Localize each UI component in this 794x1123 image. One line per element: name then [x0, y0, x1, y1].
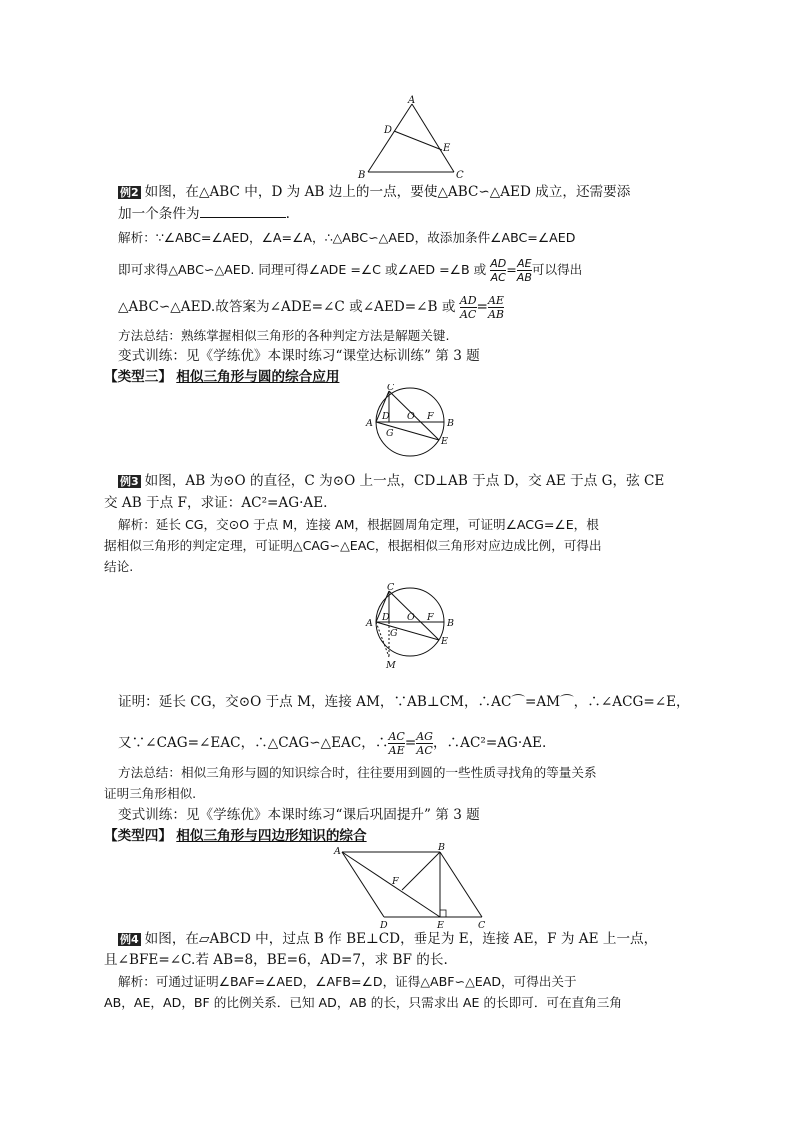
ex3-question-line2: 交 AB 于点 F，求证：AC²=AG·AE. — [104, 495, 328, 511]
svg-text:O: O — [407, 612, 415, 623]
type3-heading: 【类型三】 相似三角形与圆的综合应用 — [104, 369, 340, 385]
svg-text:D: D — [380, 920, 388, 930]
ex3-solution-line2: 据相似三角形的判定定理，可证明△CAG∽△EAC，根据相似三角形对应边成比例，可得出 — [104, 538, 602, 553]
ex2-variant-training: 变式训练：见《学练优》本课时练习“课堂达标训练” 第 3 题 — [118, 348, 480, 364]
type4-heading: 【类型四】 相似三角形与四边形知识的综合 — [104, 828, 367, 844]
svg-text:B: B — [438, 842, 445, 853]
circle-figure-2 — [360, 580, 460, 672]
svg-text:E: E — [441, 636, 448, 647]
answer-blank — [200, 205, 286, 218]
svg-text:M: M — [386, 660, 396, 671]
ex3-solution-line1: 解析：延长 CG，交⊙O 于点 M，连接 AM，根据圆周角定理，可证明∠ACG=∠E，根 — [118, 517, 599, 532]
svg-text:A: A — [366, 618, 373, 629]
ex2-solution-line3: △ABC∽△AED.故答案为∠ADE=∠C 或∠AED=∠B 或 $\frac{AD}{AC}$ = $\frac{AE}{AB}$ — [118, 294, 504, 321]
fraction-ad-ac: $\frac{AD}{AC}$ — [490, 257, 507, 284]
ex4-question-line2: 且∠BFE=∠C.若 AB=8，BE=6，AD=7，求 BF 的长. — [104, 952, 448, 968]
ex3-question-line1: 例3 如图，AB 为⊙O 的直径，C 为⊙O 上一点，CD⊥AB 于点 D，交 AE 于点 G，弦 CE — [120, 473, 665, 489]
circle-figure-1 — [360, 384, 460, 460]
parallelogram-figure — [330, 842, 490, 930]
svg-text:B: B — [447, 418, 454, 429]
triangle-figure — [350, 94, 480, 180]
ex2-solution-line1: 解析：∵∠ABC=∠AED，∠A=∠A，∴△ABC∽△AED，故添加条件∠ABC=∠AED — [118, 230, 576, 245]
ex3-badge: 例3 — [120, 475, 139, 488]
fraction-ae-ab: $\frac{AE}{AB}$ — [516, 257, 532, 284]
label-e: E — [443, 143, 451, 154]
svg-text:B: B — [447, 618, 454, 629]
ex2-question-line1: 例2 如图，在△ABC 中，D 为 AB 边上的一点，要使△ABC∽△AED 成立，还需要添 — [120, 184, 631, 200]
svg-text:E: E — [441, 436, 448, 447]
svg-text:A: A — [366, 418, 373, 429]
svg-text:F: F — [427, 411, 434, 422]
ex2-question-line2: 加一个条件为 . — [118, 206, 290, 222]
svg-text:F: F — [427, 612, 434, 623]
proof-variant-training: 变式训练：见《学练优》本课时练习“课后巩固提升” 第 3 题 — [118, 807, 480, 823]
svg-text:A: A — [334, 846, 341, 857]
ex2-solution-line2: 即可求得△ABC∽△AED. 同理可得∠ADE =∠C 或∠AED =∠B 或 $\frac{AD}{AC}$ = $\frac{AE}{AB}$ 可以得出 — [118, 257, 583, 284]
proof-line1: 证明：延长 CG，交⊙O 于点 M，连接 AM，∵AB⊥CM，∴AC⌒=AM⌒，∴∠ACG=∠E， — [118, 694, 690, 710]
ex2-badge: 例2 — [120, 186, 139, 199]
label-b: B — [358, 170, 366, 180]
label-a: A — [408, 95, 416, 106]
svg-text:D: D — [382, 411, 390, 422]
svg-text:C: C — [387, 384, 395, 393]
svg-text:C: C — [387, 582, 395, 593]
ex2-method-summary: 方法总结：熟练掌握相似三角形的各种判定方法是解题关键. — [118, 328, 450, 343]
ex4-question-line1: 例4 如图，在▱ABCD 中，过点 B 作 BE⊥CD，垂足为 E，连接 AE，F 为 AE 上一点， — [120, 931, 658, 947]
proof-method-line2: 证明三角形相似. — [104, 786, 197, 801]
proof-method-line1: 方法总结：相似三角形与圆的知识综合时，往往要用到圆的一些性质寻找角的等量关系 — [118, 765, 597, 780]
proof-line2: 又∵∠CAG=∠EAC，∴△CAG∽△EAC，∴ $\frac{AC}{AE}$ = $\frac{AG}{AC}$ ，∴AC²=AG·AE. — [118, 730, 547, 757]
svg-text:O: O — [407, 411, 415, 422]
svg-text:D: D — [382, 612, 390, 623]
label-d: D — [384, 125, 393, 136]
svg-text:E: E — [437, 920, 444, 930]
svg-text:G: G — [390, 628, 398, 639]
ex3-solution-line3: 结论. — [104, 559, 134, 574]
svg-text:C: C — [478, 920, 486, 930]
svg-text:F: F — [392, 876, 399, 887]
label-c: C — [456, 170, 464, 180]
ex4-solution-line1: 解析：可通过证明∠BAF=∠AED，∠AFB=∠D，证得△ABF∽△EAD，可得出关于 — [118, 974, 577, 989]
ex4-solution-line2: AB，AE，AD，BF 的比例关系．已知 AD，AB 的长，只需求出 AE 的长即可．可在直角三角 — [104, 995, 622, 1010]
svg-text:G: G — [386, 428, 394, 439]
ex4-badge: 例4 — [120, 933, 139, 946]
